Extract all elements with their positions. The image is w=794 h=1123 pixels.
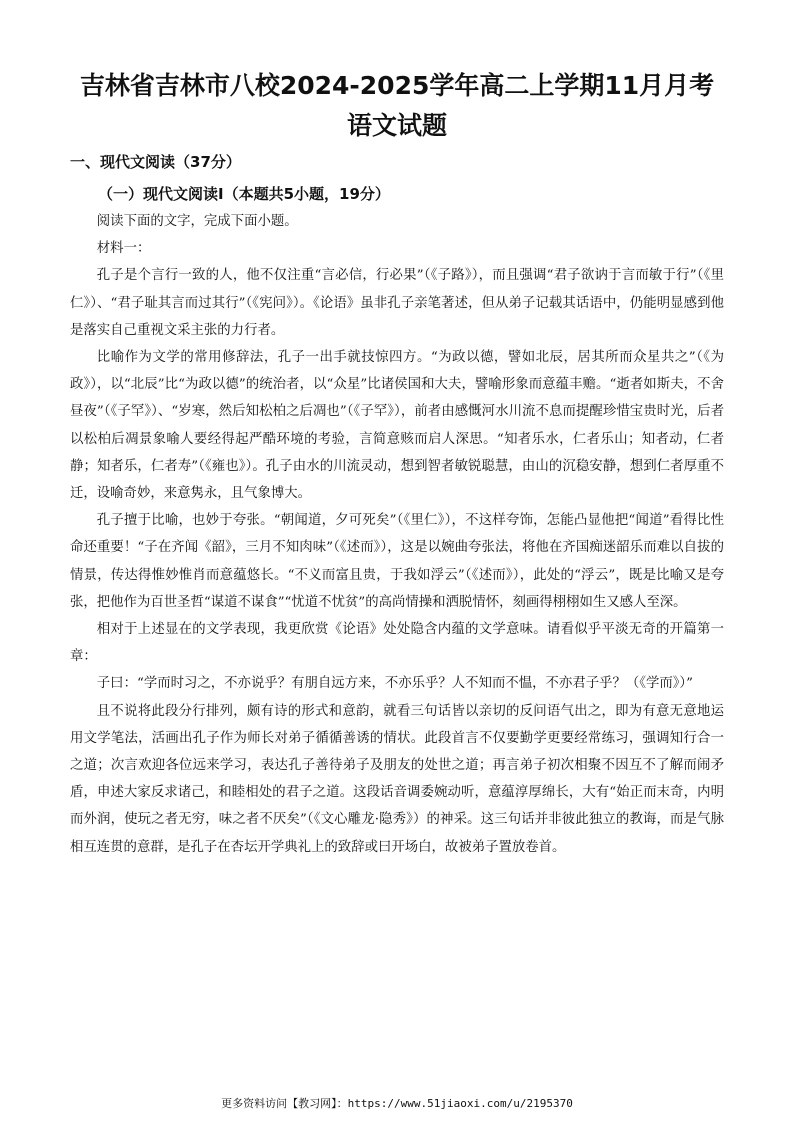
passage-paragraph: 且不说将此段分行排列，颇有诗的形式和意韵，就看三句话皆以亲切的反问语气出之，即为有意无意地运用文学笔法，活画出孔子作为师长对弟子循循善诱的情状。此段首言不仅要勤学更要经常练习，强调知行合一之道；次言欢迎各位远来学习，表达孔子善待弟子及朋友的处世之道；再言弟子初次相聚不因互不了解而闹矛盾，申述大家反求诸己，和睦相处的君子之道。这段话音调委婉动听，意蕴淳厚绵长，大有“始正而末奇，内明而外润，使玩之者无穷，味之者不厌矣”（《文心雕龙·隐秀》）的神采。这三句话并非彼此独立的教诲，而是气脉相互连贯的意群，是孔子在杏坛开学典礼上的致辞或曰开场白，故被弟子置放卷首。 <box>70 703 724 855</box>
passage-paragraph: 比喻作为文学的常用修辞法，孔子一出手就技惊四方。“为政以德，譬如北辰，居其所而众星共之”（《为政》），以“北辰”比“为政以德”的统治者，以“众星”比诸侯国和大夫，譬喻形象而意蕴丰赡。“逝者如斯夫，不舍昼夜”（《子罕》）、“岁寒，然后知松柏之后凋也”（《子罕》），前者由感慨河水川流不息而提醒珍惜宝贵时光，后者以松柏后凋景象喻人要经得起严酷环境的考验，言简意赅而启人深思。“知者乐水，仁者乐山；知者动，仁者静；知者乐，仁者寿”（《雍也》）。孔子由水的川流灵动，想到智者敏锐聪慧，由山的沉稳安静，想到仁者厚重不迁，设喻奇妙，来意隽永，且气象博大。 <box>70 350 724 502</box>
passage-paragraph: 孔子擅于比喻，也妙于夸张。“朝闻道，夕可死矣”（《里仁》），不这样夸饰，怎能凸显他把“闻道”看得比性命还重要！“子在齐闻《韶》，三月不知肉味”（《述而》），这是以婉曲夸张法，将他在齐国痴迷韶乐而难以自拔的情景，传达得惟妙惟肖而意蕴悠长。“不义而富且贵，于我如浮云”（《述而》），此处的“浮云”，既是比喻又是夸张，把他作为百世圣哲“谋道不谋食”“忧道不忧贫”的高尚情操和洒脱情怀，刻画得栩栩如生又感人至深。 <box>70 513 724 610</box>
section-heading: 一、现代文阅读（37分） <box>70 153 241 171</box>
passage-paragraph: 相对于上述显在的文学表现，我更欣赏《论语》处处隐含内蕴的文学意味。请看似乎平淡无奇的开篇第一章： <box>70 622 724 665</box>
document-title: 吉林省吉林市八校2024-2025学年高二上学期11月月考语文试题 <box>79 71 715 140</box>
footer-link[interactable]: 更多资料访问【教习网】：https://www.51jiaoxi.com/u/2195370 <box>221 1097 573 1110</box>
material-label: 材料一： <box>96 241 151 257</box>
subsection-heading: （一）现代文阅读Ⅰ（本题共5小题，19分） <box>98 185 390 203</box>
passage-paragraph: 孔子是个言行一致的人，他不仅注重“言必信，行必果”（《子路》），而且强调“君子欲讷于言而敏于行”（《里仁》）、“君子耻其言而过其行”（《宪问》）。《论语》虽非孔子亲笔著述，但从弟子记载其话语中，仍能明显感到他是落实自己重视文采主张的力行者。 <box>70 268 724 338</box>
passage-quote: 子曰：“学而时习之，不亦说乎？有朋自远方来，不亦乐乎？人不知而不愠，不亦君子乎？（《学而》）” <box>96 676 693 692</box>
reading-passage <box>70 208 724 861</box>
instruction-paragraph: 阅读下面的文字，完成下面小题。 <box>96 214 298 229</box>
